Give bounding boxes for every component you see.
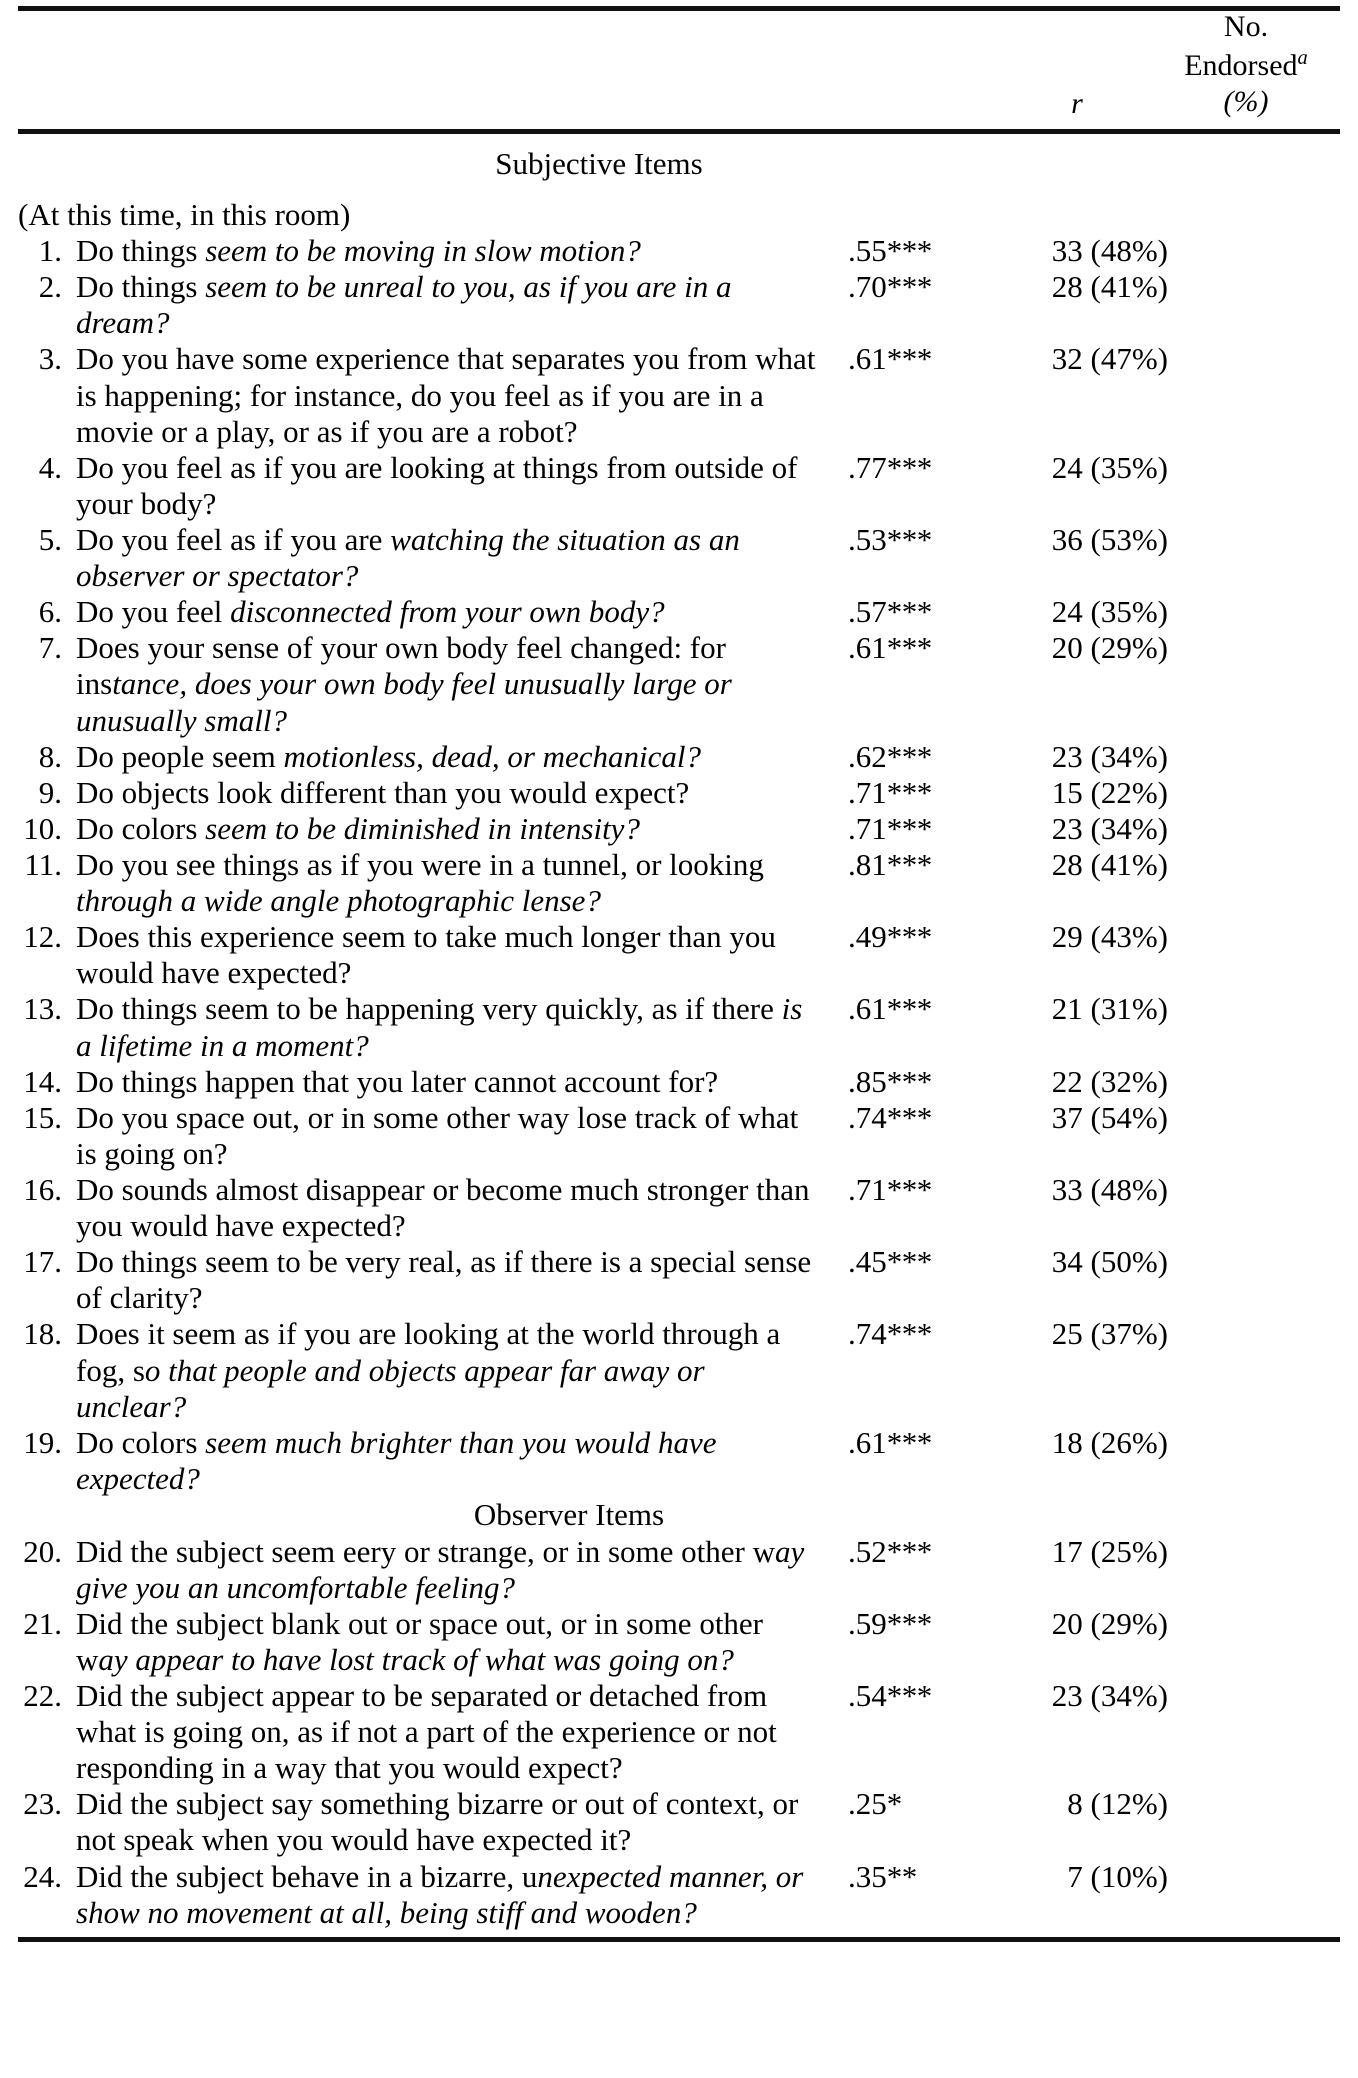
item-number: 23. [23,1786,62,1822]
item-correlation-value: .74*** [848,1316,932,1352]
item-question-emphasis: disconnected from your own body? [222,594,665,630]
significance-stars: *** [886,522,932,558]
header-column-group [1002,11,1340,129]
item-number: 5. [38,522,62,558]
item-correlation-value: .49*** [848,919,932,955]
table-row [18,1859,1340,1931]
table-row [18,269,1340,341]
item-question-emphasis: is a lifetime in a moment? [76,991,803,1063]
significance-stars: * [886,1786,902,1822]
table-row [18,1786,1340,1858]
item-endorsed-value: 36 (53%) [1051,522,1168,558]
item-correlation-value: .55*** [848,233,932,269]
item-correlation-value: .57*** [848,594,932,630]
column-header-r: r [1071,87,1083,120]
item-question-text: Do things seem to be happening very quickly, as if there is a lifetime in a moment? [76,991,803,1063]
section-heading-observer: Observer Items [473,1496,665,1532]
item-correlation-value: .25* [848,1786,902,1822]
item-question-emphasis: nexpected manner, or show no movement at all, being stiff and wooden? [76,1858,804,1930]
item-endorsed-value: 23 (34%) [1051,1678,1168,1713]
item-number: 9. [38,774,62,810]
item-question-text: Do things happen that you later cannot account for? [76,1063,719,1099]
item-question-text: Do colors seem to be diminished in intensity? [76,810,640,846]
item-question-text: Do sounds almost disappear or become much stronger than you would have expected? [76,1172,810,1244]
item-number: 20. [23,1533,62,1569]
table-row [18,847,1340,919]
item-question-text: Do you see things as if you were in a tunnel, or looking through a wide angle photographic lense? [76,847,764,919]
table-row [18,233,1340,269]
item-number: 21. [23,1605,62,1641]
item-correlation-value: .61*** [848,630,932,666]
significance-stars: *** [886,1316,932,1352]
item-endorsed-value: 25 (37%) [1051,1316,1168,1352]
table-header [18,11,1340,129]
significance-stars: *** [886,630,932,666]
item-question-text: Do you space out, or in some other way lose track of what is going on? [76,1099,799,1171]
item-question-text: Do colors seem much brighter than you would have expected? [76,1424,717,1496]
item-endorsed-value: 22 (32%) [1051,1063,1168,1099]
item-question-text: Do you feel disconnected from your own body? [76,594,665,630]
item-endorsed-value: 8 (12%) [1067,1786,1168,1822]
item-question-emphasis: motionless, dead, or mechanical? [283,738,702,774]
item-endorsed-value: 17 (25%) [1051,1533,1168,1569]
item-question-emphasis: o that people and objects appear far away or unclear? [76,1352,705,1424]
significance-stars: *** [886,1678,932,1713]
item-endorsed-value: 32 (47%) [1051,341,1168,377]
significance-stars: *** [886,269,932,305]
item-endorsed-value: 7 (10%) [1067,1858,1168,1894]
item-correlation-value: .81*** [848,847,932,883]
item-question-text: Did the subject appear to be separated or detached from what is going on, as if not a part of the experience or not responding in a way that you would expect? [76,1678,777,1786]
item-number: 24. [23,1858,62,1894]
item-number: 10. [23,810,62,846]
item-question-text: Does your sense of your own body feel changed: for instance, does your own body feel unusually large or unusually small? [76,630,732,738]
table-row [18,1678,1340,1786]
item-question-text: Do you have some experience that separates you from what is happening; for instance, do you feel as if you are in a movie or a play, or as if you are a robot? [76,341,816,449]
endorsed-word: Endorsed [1184,48,1298,82]
table-row [18,1100,1340,1172]
item-question-emphasis: seem to be unreal to you, as if you are in a dream? [76,269,732,341]
significance-stars: *** [886,1172,932,1207]
item-question-text: Does this experience seem to take much longer than you would have expected? [76,919,776,991]
significance-stars: *** [886,449,932,485]
significance-stars: *** [886,810,932,846]
column-header-endorsed-label [1152,46,1340,85]
item-question-text: Does it seem as if you are looking at the world through a fog, so that people and objects appear far away or unclear? [76,1316,781,1424]
item-question-text: Do people seem motionless, dead, or mechanical? [76,738,702,774]
table-row [18,919,1340,991]
table-row [18,522,1340,594]
section-heading-subjective: Subjective Items [495,146,703,181]
significance-stars: *** [886,738,932,774]
item-question-text: Do things seem to be moving in slow motion? [76,233,641,269]
significance-stars: *** [886,774,932,810]
item-correlation-value: .74*** [848,1099,932,1135]
column-header-percent: (%) [1223,85,1269,119]
item-question-emphasis: ay appear to have lost track of what was going on? [98,1641,734,1677]
significance-stars: *** [886,1063,932,1099]
item-number: 19. [23,1424,62,1460]
footnote-marker-a: a [1297,46,1308,69]
significance-stars: *** [886,1424,932,1460]
item-number: 3. [38,341,62,377]
item-question-emphasis: watching the situation as an observer or spectator? [76,522,740,594]
item-question-text: Do objects look different than you would expect? [76,774,690,810]
item-correlation-value: .54*** [848,1678,932,1713]
item-question-emphasis: ay give you an uncomfortable feeling? [76,1533,805,1605]
significance-stars: ** [886,1858,917,1894]
table-row [18,739,1340,775]
table-row [18,630,1340,738]
item-endorsed-value: 24 (35%) [1051,449,1168,485]
item-endorsed-value: 37 (54%) [1051,1099,1168,1135]
significance-stars: *** [886,991,932,1027]
item-correlation-value: .77*** [848,449,932,485]
item-question-text: Do things seem to be unreal to you, as if you are in a dream? [76,269,732,341]
table-row [18,1064,1340,1100]
item-correlation-value: .35** [848,1858,917,1894]
item-number: 2. [38,269,62,305]
column-header-no: No. [1223,10,1269,44]
item-endorsed-value: 20 (29%) [1051,630,1168,666]
item-question-emphasis: seem to be diminished in intensity? [205,810,640,846]
item-number: 7. [38,630,62,666]
item-endorsed-value: 28 (41%) [1051,269,1168,305]
item-number: 11. [24,847,62,883]
item-endorsed-value: 23 (34%) [1051,810,1168,846]
item-correlation-value: .52*** [848,1533,932,1569]
significance-stars: *** [886,233,932,269]
item-question-text: Did the subject seem eery or strange, or in some other way give you an uncomfortable feeling? [76,1533,805,1605]
item-question-text: Do you feel as if you are watching the situation as an observer or spectator? [76,522,740,594]
table-row [18,1244,1340,1316]
item-question-text: Do things seem to be very real, as if there is a special sense of clarity? [76,1244,812,1316]
significance-stars: *** [886,1244,932,1280]
item-correlation-value: .70*** [848,269,932,305]
item-correlation-value: .61*** [848,1424,932,1460]
preamble-text: (At this time, in this room) [18,196,351,232]
item-question-emphasis: seem much brighter than you would have expected? [76,1424,717,1496]
item-endorsed-value: 28 (41%) [1051,847,1168,883]
significance-stars: *** [886,1605,932,1641]
item-endorsed-value: 29 (43%) [1051,919,1168,955]
table-row [18,1606,1340,1678]
item-correlation-value: .62*** [848,738,932,774]
item-correlation-value: .85*** [848,1063,932,1099]
table-row [18,594,1340,630]
item-number: 13. [23,991,62,1027]
item-question-emphasis: tance, does your own body feel unusually large or unusually small? [76,666,732,738]
item-number: 16. [23,1172,62,1207]
item-number: 18. [23,1316,62,1352]
item-correlation-value: .59*** [848,1605,932,1641]
item-number: 17. [23,1244,62,1280]
item-correlation-value: .71*** [848,810,932,846]
item-endorsed-value: 24 (35%) [1051,594,1168,630]
item-endorsed-value: 33 (48%) [1051,1172,1168,1207]
item-number: 4. [38,449,62,485]
significance-stars: *** [886,919,932,955]
table-row [18,1172,1340,1244]
item-correlation-value: .71*** [848,774,932,810]
table-row [18,775,1340,811]
significance-stars: *** [886,1099,932,1135]
table-row [18,991,1340,1063]
item-correlation-value: .61*** [848,991,932,1027]
item-question-emphasis: through a wide angle photographic lense? [76,883,601,919]
item-endorsed-value: 15 (22%) [1051,774,1168,810]
item-number: 6. [38,594,62,630]
table-row [18,811,1340,847]
item-correlation-value: .61*** [848,341,932,377]
item-correlation-value: .71*** [848,1172,932,1207]
table-row [18,1534,1340,1606]
item-question-text: Did the subject say something bizarre or out of context, or not speak when you would have expected it? [76,1786,799,1858]
table-page [0,6,1358,2078]
table-bottom-rule [18,1937,1340,1942]
table-row [18,450,1340,522]
table-header-rule [18,129,1340,134]
item-question-emphasis: seem to be moving in slow motion? [197,233,641,269]
item-number: 22. [23,1678,62,1713]
item-correlation-value: .53*** [848,522,932,558]
items-list [18,233,1340,1931]
item-endorsed-value: 20 (29%) [1051,1605,1168,1641]
item-endorsed-value: 21 (31%) [1051,991,1168,1027]
item-endorsed-value: 18 (26%) [1051,1424,1168,1460]
significance-stars: *** [886,847,932,883]
item-correlation-value: .45*** [848,1244,932,1280]
item-number: 14. [23,1063,62,1099]
item-endorsed-value: 23 (34%) [1051,738,1168,774]
significance-stars: *** [886,341,932,377]
significance-stars: *** [886,594,932,630]
column-header-endorsed [1152,9,1340,129]
item-endorsed-value: 34 (50%) [1051,1244,1168,1280]
item-endorsed-value: 33 (48%) [1051,233,1168,269]
table-row [18,1316,1340,1424]
item-number: 1. [38,233,62,269]
table-row [18,1425,1340,1497]
item-number: 15. [23,1099,62,1135]
significance-stars: *** [886,1533,932,1569]
item-question-text: Did the subject blank out or space out, or in some other way appear to have lost track of what was going on? [76,1605,764,1677]
item-number: 12. [23,919,62,955]
item-number: 8. [38,738,62,774]
item-question-text: Do you feel as if you are looking at things from outside of your body? [76,449,798,521]
table-row [18,341,1340,449]
item-question-text: Did the subject behave in a bizarre, unexpected manner, or show no movement at all, being stiff and wooden? [76,1858,804,1930]
